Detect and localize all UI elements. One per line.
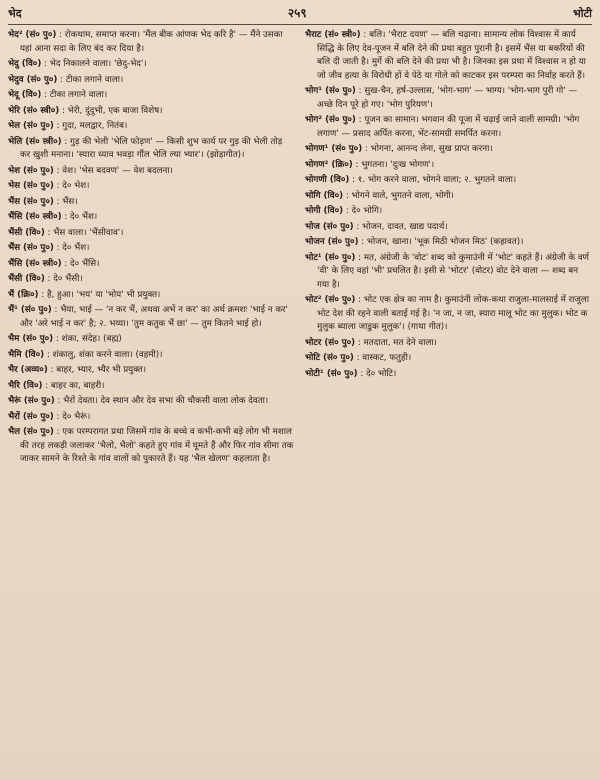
entry-definition: : दे० भैंसि। [61, 258, 100, 269]
dictionary-entry [305, 294, 592, 335]
entry-definition: : दे० भैंसी। [44, 274, 83, 284]
entry-headword: भोग² (सं० पु०) [305, 115, 356, 125]
entry-headword: भैराट (सं० स्त्री०) [305, 30, 361, 40]
entry-headword: भोजन (सं० पु०) [305, 237, 359, 247]
entry-headword: भेलि (सं० स्त्री०) [8, 136, 62, 147]
columns [8, 29, 592, 469]
dictionary-entry [305, 236, 592, 250]
dictionary-entry [8, 411, 295, 425]
entry-headword: भोगणी (वि०) [305, 175, 350, 185]
entry-headword: भोटी¹ (सं० पु०) [305, 368, 358, 379]
entry-definition: : बाहर का, बाहरी। [42, 380, 105, 391]
entry-definition: : दे० भैंश। [61, 212, 98, 222]
entry-definition: : एक परम्परागत प्रथा जिसमें गांव के बच्चे व कभी-कभी बड़े लोग भी मशाल की तरह लकड़ी जलाकर 'भैलो, भैलो' कहते हुए गांव में घूमते हैं और फिर गांव सीमा तक जाकर सामने के रिश्ते के गांव वालों को पुकारते हैं। यह 'भैल खेलण' कहलाता है। [20, 427, 294, 464]
dictionary-entry [8, 426, 295, 467]
dictionary-entry [8, 29, 295, 56]
entry-definition: : वास्कट, फतुही। [353, 353, 412, 363]
entry-definition: : गुड़ की भेली 'भेलि फोड़ण' — किसी शुभ कार्य पर गुड़ की भेली तोड़ कर खुशी मनाना। 'स्यारा ध्याव भवड़ा गौंल भेलि ल्या भ्यार'। (झोड़ागीत)। [20, 136, 283, 160]
entry-definition: : टीका लगाने वाला। [57, 74, 124, 85]
entry-headword: भैंस (सं० पु०) [8, 196, 54, 207]
dictionary-entry [8, 180, 295, 194]
dictionary-entry [8, 211, 295, 225]
entry-headword: भैं (क्रि०) [8, 289, 39, 300]
entry-headword: भेदुव (सं० पु०) [8, 74, 58, 85]
entry-definition: : बाहर, भ्यार, भ्यैर भी प्रयुक्त। [47, 365, 147, 375]
entry-headword: भेद² (सं० पु०) [8, 30, 57, 40]
dictionary-entry [8, 364, 295, 378]
dictionary-entry [305, 190, 592, 204]
dictionary-entry [305, 205, 592, 219]
dictionary-entry [8, 89, 295, 103]
entry-definition: : शंका, संदेह। (बह्म) [53, 334, 122, 344]
left-column [8, 29, 295, 469]
entry-definition: : भुगतना। 'दुःख भोगण'। [352, 159, 435, 170]
page-header [8, 4, 592, 24]
dictionary-entry [8, 58, 295, 72]
entry-headword: भैंसी (वि०) [8, 274, 45, 284]
page-number: २५९ [287, 6, 307, 20]
entry-headword: भोटि (सं० पु०) [305, 353, 354, 363]
dictionary-entry [8, 258, 295, 272]
dictionary-entry [8, 395, 295, 409]
entry-definition: : भैंस वाला। 'भैंसीवाव'। [44, 227, 124, 238]
dictionary-entry [305, 29, 592, 83]
dictionary-entry [305, 174, 592, 188]
dictionary-entry [8, 105, 295, 119]
dictionary-entry [8, 380, 295, 394]
dictionary-entry [8, 120, 295, 134]
entry-definition: : भेरी, दुंदुभी, एक बाजा विशेष। [59, 105, 163, 116]
dictionary-entry [8, 196, 295, 210]
entry-definition: : टीका लगाने वाला। [41, 90, 108, 100]
entry-definition: : भोट एक क्षेत्र का नाम है। कुमाउंनी लोक-कथा राजुला-मालसाई में राजुला भोट देश की रहने वाली बताई गई है। 'न जा, न जा, स्यारा मालू भोट का मुलुक। भोट क मुलुक ब्याला जाडुक मुलुक'। (गाथा गीत)। [317, 295, 589, 332]
dictionary-entry [8, 242, 295, 256]
entry-headword: भैंसि (सं० स्त्री०) [8, 258, 62, 269]
entry-headword: भोज (सं० पु०) [305, 221, 354, 232]
dictionary-entry [305, 85, 592, 112]
entry-headword: भैम (सं० पु०) [8, 334, 54, 344]
entry-headword: भोगण² (क्रि०) [305, 159, 353, 170]
entry-headword: भैल (सं० पु०) [8, 427, 54, 437]
entry-headword: भेदु (वि०) [8, 59, 42, 69]
entry-definition: : सुख-चैन, हर्ष-उल्लास, 'भोग-भाग' — भाग्य। 'भोग-भाग पुरी गो' — अच्छे दिन पूरे हो गए। 'भोग पुरियण'। [317, 86, 578, 110]
entry-headword: भोटर (सं० पु०) [305, 337, 356, 348]
entry-definition: : दे० भेश। [53, 181, 90, 191]
entry-headword: भैंसी (वि०) [8, 227, 45, 238]
entry-headword: भोगी (वि०) [305, 206, 344, 216]
entry-headword: भेल (सं० पु०) [8, 121, 54, 131]
entry-headword: भोग¹ (सं० पु०) [305, 86, 356, 96]
entry-definition: : भैया, भाई — 'न कर भैं, अथवा अभें न कर' का अर्थ क्रमशः 'भाई न कर' और 'अरे भाई न कर' है; २. भय्या। 'तुम कतुक भैं छा' — तुम कितने भाई हो। [20, 305, 288, 329]
right-column [305, 29, 592, 469]
entry-definition: : दे० भोगि। [343, 206, 383, 216]
header-right-word: भोटी [573, 7, 592, 20]
dictionary-entry [8, 304, 295, 331]
entry-definition: : भैरों देवता। देव स्थान और देव सभा की चौकसी वाला लोक देवता। [54, 396, 269, 406]
entry-headword: भैरूं (सं० पु०) [8, 396, 55, 406]
entry-definition: : दे० भैरूं। [53, 411, 91, 422]
entry-definition: : १. भोग करने वाला, भोगने वाला; २. भुगतने वाला। [349, 175, 517, 185]
dictionary-entry [8, 273, 295, 287]
entry-definition: : भोगना, आनन्द लेना, सुख प्राप्त करना। [362, 144, 493, 154]
dictionary-entry [8, 289, 295, 303]
entry-headword: भैंसि (सं० स्त्री०) [8, 212, 62, 222]
dictionary-entry [8, 349, 295, 363]
entry-headword: भैर (अव्य०) [8, 365, 48, 375]
entry-headword: भैरि (वि०) [8, 380, 43, 391]
entry-definition: : भैंस। [53, 196, 78, 207]
dictionary-entry [8, 74, 295, 88]
header-left-word: भेद [8, 7, 22, 20]
entry-definition: : रोकथाम, समाप्त करना। 'मैंल बीक आंणक भेद करि है' — मैंने उसका यहां आना सदा के लिए बंद कर दिया है। [20, 30, 283, 54]
entry-definition: : शंकालु, शंका करने वाला। (वहमी)। [44, 349, 163, 360]
entry-headword: भोट¹ (सं० पु०) [305, 252, 356, 263]
dictionary-entry [305, 337, 592, 351]
entry-headword: भोगि (वि०) [305, 190, 344, 201]
entry-headword: भैमि (वि०) [8, 349, 45, 360]
entry-definition: : भोगने वाले, भुगतने वाला, भोगी। [343, 190, 454, 201]
entry-definition: : वेश। 'भेस बदवण' — वेश बदलना। [53, 165, 173, 176]
dictionary-entry [8, 333, 295, 347]
entry-headword: भोगण¹ (सं० पु०) [305, 144, 363, 154]
entry-definition: : बलि। 'भैराट दयण' — बलि चढ़ाना। सामान्य लोक विश्वास में कार्य सिद्धि के लिए देव-पूजन में बलि देने की प्रथा बहुत पुरानी है। इसमें भैंस या बकरियों की बलि दी जाती है। मुर्गे की बलि देने की प्रथा भी है। जिनका इस प्रथा में विश्वास न हो या जो जीव हत्या के विरोधी हों वे पेठे या गोले को काटकर इस परम्परा का निर्वाह करते हैं। [317, 30, 586, 81]
entry-definition: : भोजन, दावत, खाद्य पदार्थ। [353, 221, 448, 232]
entry-definition: : पूजन का सामान। भगवान की पूजा में चढ़ाई जाने वाली सामग्री। 'भोग लगाण' — प्रसाद अर्पित करना, भेंट-सामग्री समर्पित करना। [317, 115, 580, 139]
entry-headword: भैरों (सं० पु०) [8, 411, 54, 422]
entry-definition: : गुदा, मलद्वार, नितंब। [53, 121, 128, 131]
header-rule [8, 24, 592, 25]
dictionary-entry [8, 165, 295, 179]
entry-definition: : भेद निकालने वाला। 'छेदु-भेद'। [41, 59, 147, 69]
entry-definition: : दे० भैंश। [53, 243, 90, 253]
dictionary-entry [305, 159, 592, 173]
entry-definition: : मतदाता, मत देने वाला। [355, 337, 437, 348]
dictionary-entry [305, 252, 592, 293]
entry-headword: भेरि (सं० स्त्री०) [8, 105, 60, 116]
dictionary-entry [8, 136, 295, 163]
entry-headword: भेश (सं० पु०) [8, 165, 54, 176]
dictionary-entry [305, 114, 592, 141]
entry-definition: : है, हुआ। 'भय' या 'भोय' भी प्रयुक्त। [38, 289, 161, 300]
dictionary-entry [305, 352, 592, 366]
entry-definition: : मत, अंग्रेजी के 'वोट' शब्द को कुमाउंनी में 'भोट' कहते हैं। अंग्रेजी के वर्ण 'वी' के लिए वहां 'भी' प्रचलित है। इसी से 'भोटर' (वोटर) वोट देने वाला — शब्द बन गया है। [317, 252, 589, 290]
dictionary-entry [305, 368, 592, 382]
entry-headword: भोट² (सं० पु०) [305, 295, 356, 305]
entry-definition: : दे० भोटि। [357, 368, 397, 379]
entry-headword: भेदू (वि०) [8, 90, 42, 100]
entry-headword: भैंस (सं० पु०) [8, 243, 54, 253]
dictionary-entry [305, 221, 592, 235]
entry-headword: भैं¹ (सं० पु०) [8, 305, 52, 315]
dictionary-entry [8, 227, 295, 241]
entry-headword: भेस (सं० पु०) [8, 181, 54, 191]
entry-definition: : भोजन, खाना। 'भूक मिठी भोजन मिठ' (कहावत)। [358, 237, 524, 247]
dictionary-entry [305, 143, 592, 157]
